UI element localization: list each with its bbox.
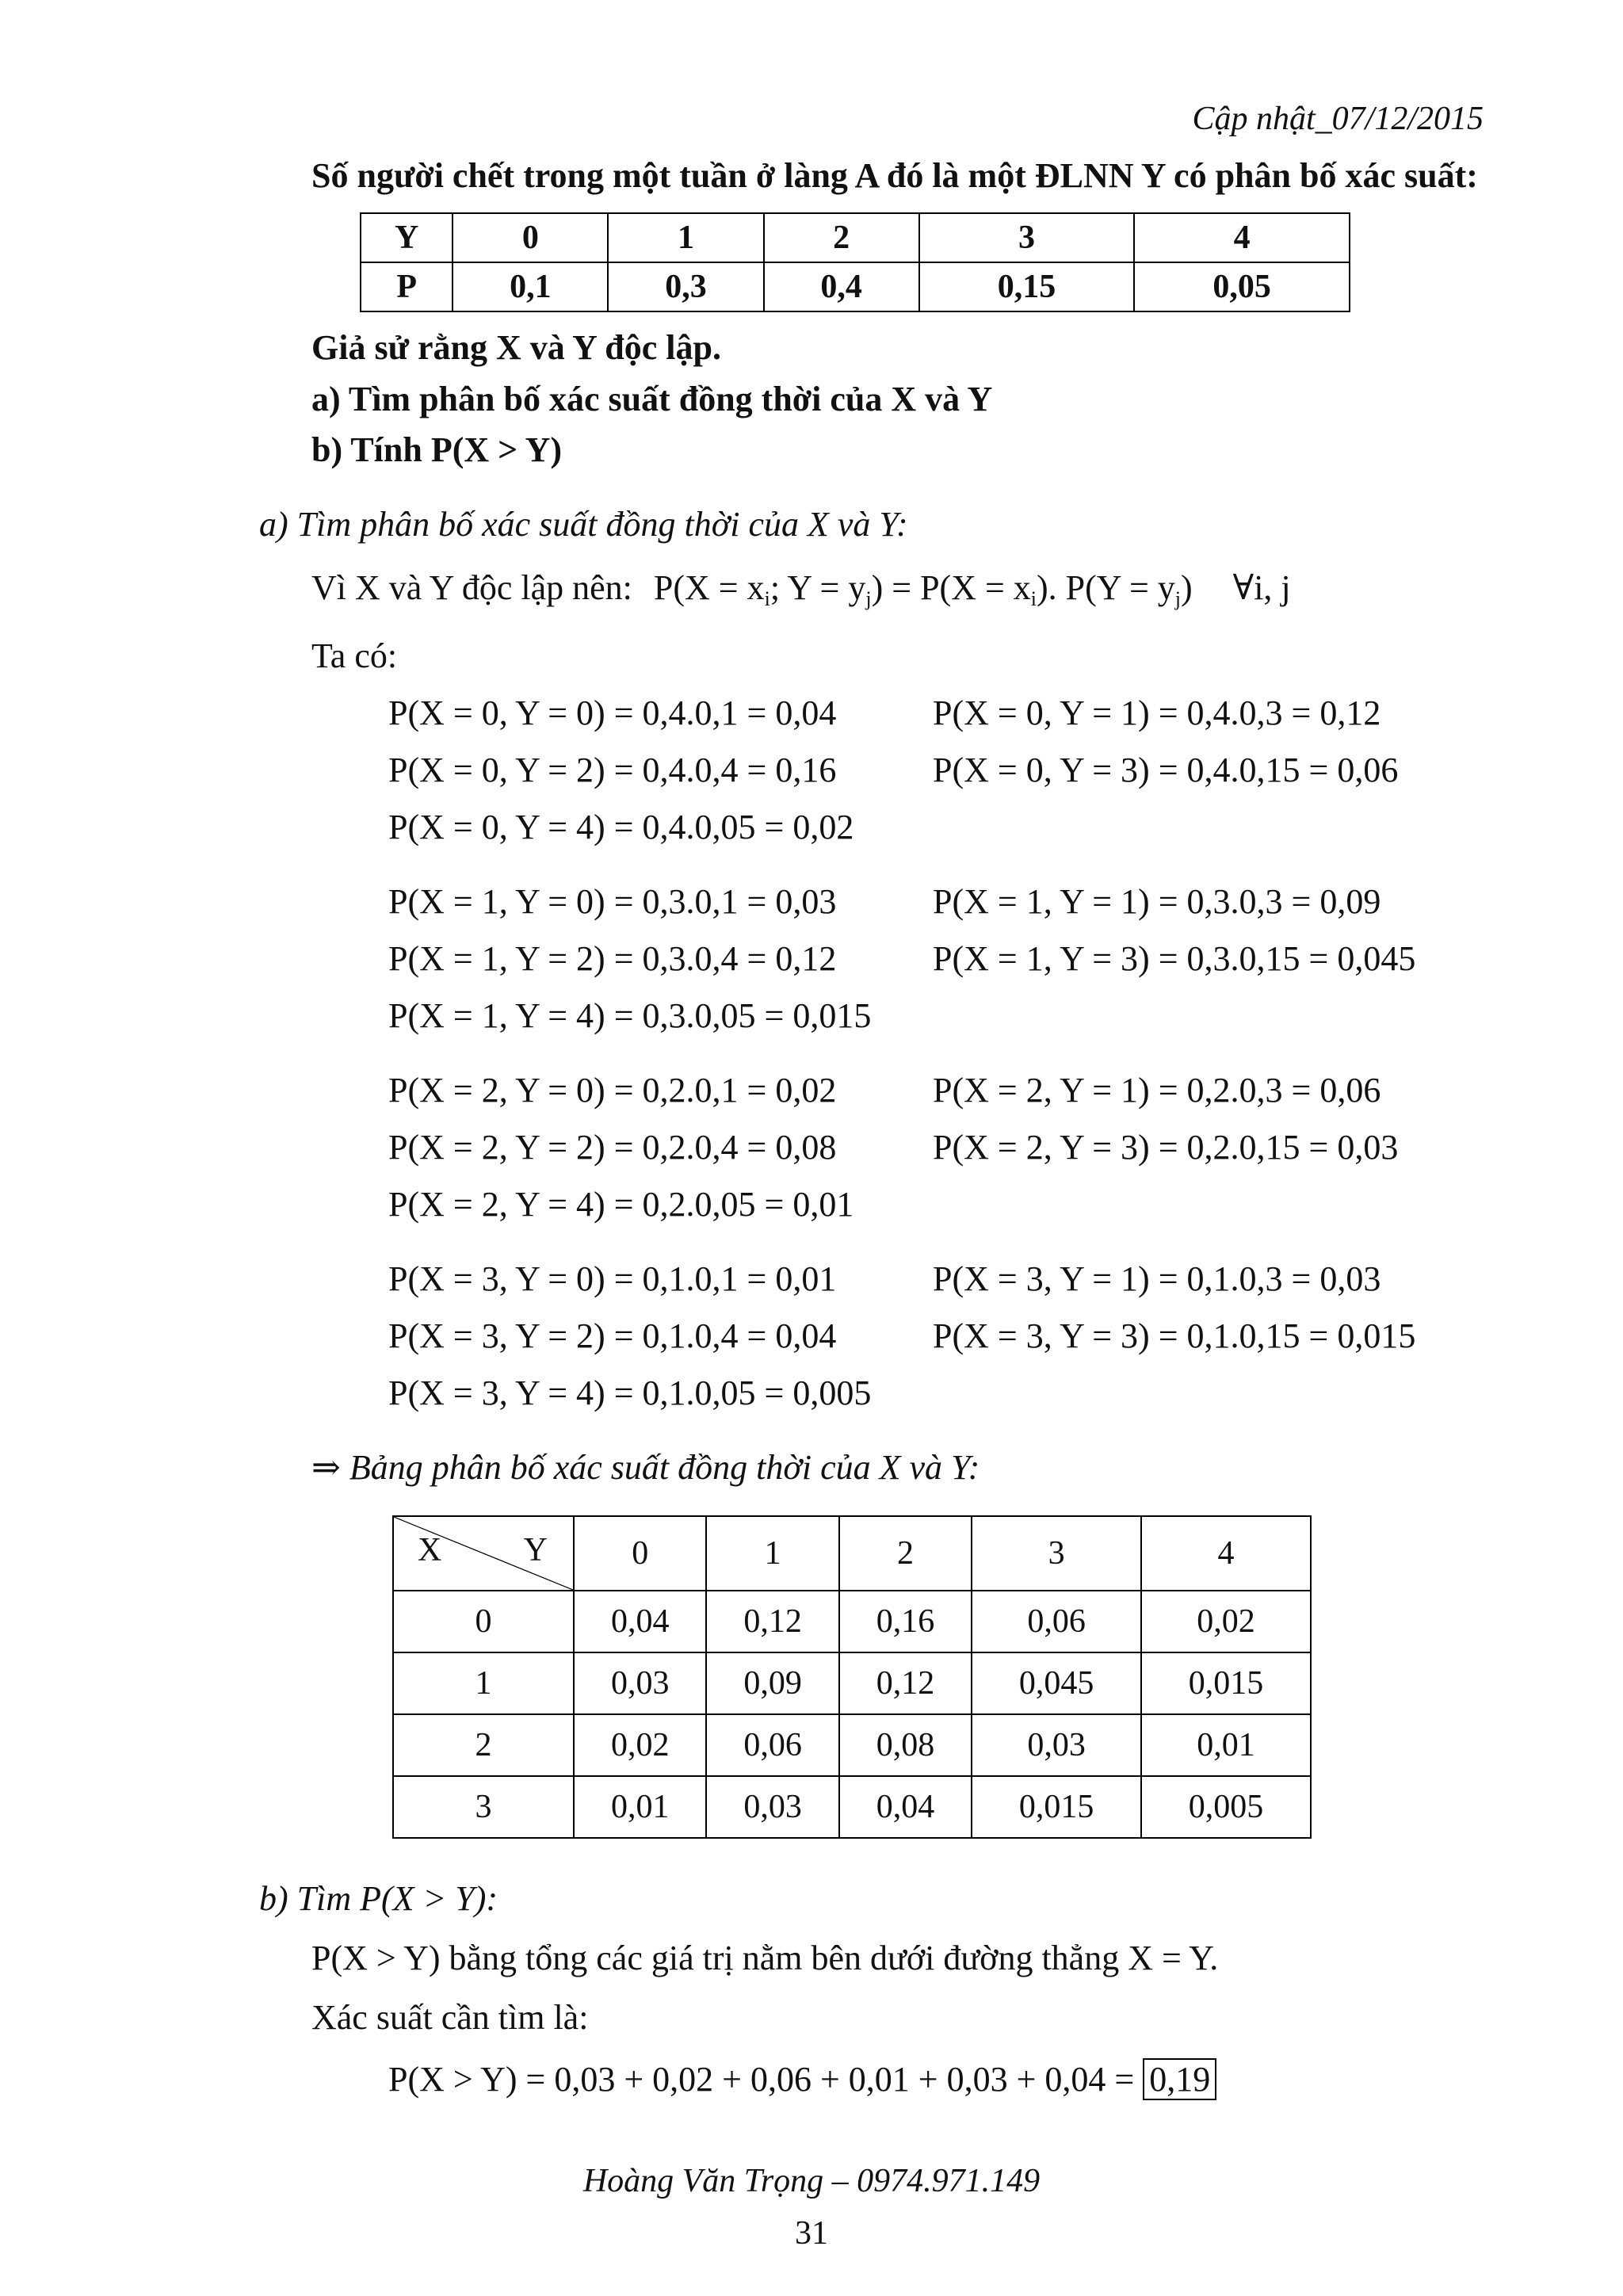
table-cell: 0,04 — [839, 1776, 972, 1838]
y-value-header: 4 — [1141, 1516, 1311, 1591]
page-number: 31 — [795, 2215, 828, 2252]
table-cell: 0,03 — [706, 1776, 838, 1838]
independence-statement — [311, 567, 1291, 608]
x-value-header: 2 — [393, 1714, 574, 1776]
table-cell: 0,06 — [972, 1591, 1141, 1652]
calc-line: P(X = 1, Y = 2) = 0,3.0,4 = 0,12 — [388, 939, 837, 978]
calc-line: P(X = 0, Y = 4) = 0,4.0,05 = 0,02 — [388, 808, 854, 846]
table-cell: 0,03 — [574, 1652, 706, 1714]
calc-line: P(X = 3, Y = 1) = 0,1.0,3 = 0,03 — [933, 1259, 1381, 1298]
table-cell: 0,12 — [706, 1591, 838, 1652]
table-cell: 0,05 — [1134, 262, 1350, 311]
corner-x-label: X — [418, 1532, 442, 1568]
question-b: b) Tính P(X > Y) — [311, 430, 563, 469]
table-cell: P — [361, 262, 453, 311]
table-cell: 0,01 — [1141, 1714, 1311, 1776]
corner-y-label: Y — [523, 1532, 548, 1568]
table-row — [393, 1776, 1311, 1838]
calc-line: P(X = 3, Y = 2) = 0,1.0,4 = 0,04 — [388, 1316, 837, 1355]
sum-expression: P(X > Y) = 0,03 + 0,02 + 0,06 + 0,01 + 0,03 + 0,04 = — [388, 2060, 1135, 2099]
part-a-heading: a) Tìm phân bố xác suất đồng thời của X và Y: — [259, 505, 908, 544]
x-value-header: 1 — [393, 1652, 574, 1714]
table-row — [361, 213, 1350, 262]
y-value-header: 2 — [839, 1516, 972, 1591]
question-a: a) Tìm phân bố xác suất đồng thời của X và Y — [311, 380, 993, 418]
part-b-seek: Xác suất cần tìm là: — [311, 1998, 589, 2037]
table-cell: 0,09 — [706, 1652, 838, 1714]
calc-line: P(X = 2, Y = 2) = 0,2.0,4 = 0,08 — [388, 1128, 837, 1167]
x-value-header: 0 — [393, 1591, 574, 1652]
table-cell: 0,015 — [972, 1776, 1141, 1838]
calc-line: P(X = 0, Y = 2) = 0,4.0,4 = 0,16 — [388, 751, 837, 789]
calc-line: P(X = 2, Y = 1) = 0,2.0,3 = 0,06 — [933, 1071, 1381, 1110]
for-all-quantifier: ∀i, j — [1232, 568, 1291, 607]
table-cell: 0,01 — [574, 1776, 706, 1838]
table-cell: 0,3 — [608, 262, 763, 311]
independence-text: Vì X và Y độc lập nên: — [311, 568, 632, 607]
table-cell: 0,04 — [574, 1591, 706, 1652]
calc-line: P(X = 1, Y = 3) = 0,3.0,15 = 0,045 — [933, 939, 1416, 978]
table-corner-cell — [393, 1516, 574, 1591]
table-row — [393, 1652, 1311, 1714]
table-cell: 0,16 — [839, 1591, 972, 1652]
y-distribution-table — [360, 212, 1350, 312]
part-b-explanation: P(X > Y) bằng tổng các giá trị nằm bên dưới đường thẳng X = Y. — [311, 1939, 1219, 1977]
table-cell: 0,02 — [1141, 1591, 1311, 1652]
calc-line: P(X = 1, Y = 4) = 0,3.0,05 = 0,015 — [388, 996, 872, 1035]
table-cell: 4 — [1134, 213, 1350, 262]
table-cell: 0,03 — [972, 1714, 1141, 1776]
y-value-header: 1 — [706, 1516, 838, 1591]
table-cell: 2 — [764, 213, 919, 262]
calc-line: P(X = 2, Y = 0) = 0,2.0,1 = 0,02 — [388, 1071, 837, 1110]
table-header-row — [393, 1516, 1311, 1591]
table-cell: 1 — [608, 213, 763, 262]
table-cell: 0,08 — [839, 1714, 972, 1776]
table-cell: 0,005 — [1141, 1776, 1311, 1838]
table-cell: 0,4 — [764, 262, 919, 311]
table-cell: 0,1 — [453, 262, 608, 311]
y-value-header: 0 — [574, 1516, 706, 1591]
calc-line: P(X = 0, Y = 1) = 0,4.0,3 = 0,12 — [933, 693, 1381, 732]
table-cell: 3 — [919, 213, 1135, 262]
update-date: Cập nhật_07/12/2015 — [1192, 101, 1484, 137]
independence-assumption: Giả sử rằng X và Y độc lập. — [311, 328, 721, 367]
x-value-header: 3 — [393, 1776, 574, 1838]
calc-line: P(X = 2, Y = 4) = 0,2.0,05 = 0,01 — [388, 1185, 854, 1224]
y-value-header: 3 — [972, 1516, 1141, 1591]
table-cell: 0,015 — [1141, 1652, 1311, 1714]
table-row — [393, 1591, 1311, 1652]
table-cell: 0,06 — [706, 1714, 838, 1776]
ta-co-label: Ta có: — [311, 636, 398, 675]
calc-line: P(X = 3, Y = 4) = 0,1.0,05 = 0,005 — [388, 1373, 872, 1412]
table-row — [393, 1714, 1311, 1776]
calc-line: P(X = 3, Y = 0) = 0,1.0,1 = 0,01 — [388, 1259, 837, 1298]
joint-distribution-table — [392, 1515, 1312, 1839]
part-b-heading: b) Tìm P(X > Y): — [259, 1879, 498, 1918]
table-cell: 0,02 — [574, 1714, 706, 1776]
part-b-result — [388, 2059, 1216, 2099]
product-formula: $P(X = x_i$; $Y = y_j) = P(X = x_i)$. $P(Y = y_j)$ — [653, 568, 1193, 610]
joint-table-caption: ⇒ Bảng phân bố xác suất đồng thời của X và Y: — [311, 1448, 980, 1487]
calc-line: P(X = 1, Y = 0) = 0,3.0,1 = 0,03 — [388, 882, 837, 921]
calc-line: P(X = 3, Y = 3) = 0,1.0,15 = 0,015 — [933, 1316, 1416, 1355]
calc-line: P(X = 1, Y = 1) = 0,3.0,3 = 0,09 — [933, 882, 1381, 921]
table-cell: 0,15 — [919, 262, 1135, 311]
table-cell: 0,12 — [839, 1652, 972, 1714]
calc-line: P(X = 0, Y = 3) = 0,4.0,15 = 0,06 — [933, 751, 1399, 789]
table-cell: Y — [361, 213, 453, 262]
table-row — [361, 262, 1350, 311]
problem-intro: Số người chết trong một tuần ở làng A đó là một ĐLNN Y có phân bố xác suất: — [311, 156, 1478, 195]
calc-line: P(X = 2, Y = 3) = 0,2.0,15 = 0,03 — [933, 1128, 1399, 1167]
table-cell: 0,045 — [972, 1652, 1141, 1714]
footer-author: Hoàng Văn Trọng – 0974.971.149 — [582, 2163, 1041, 2199]
calc-line: P(X = 0, Y = 0) = 0,4.0,1 = 0,04 — [388, 693, 837, 732]
table-cell: 0 — [453, 213, 608, 262]
boxed-answer: 0,19 — [1143, 2058, 1216, 2100]
